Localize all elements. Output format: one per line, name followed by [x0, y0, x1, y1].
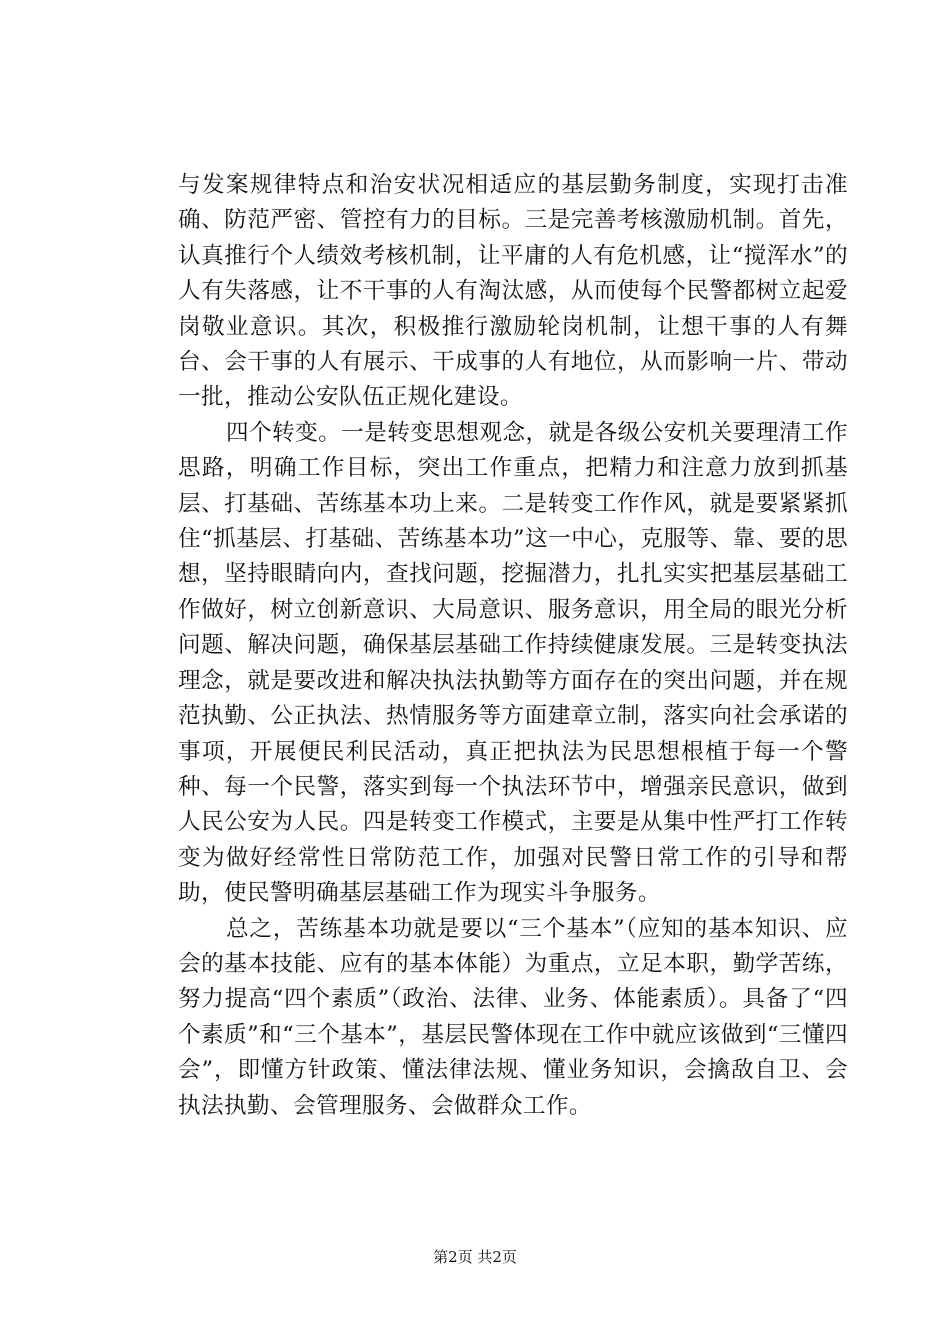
paragraph-2: 四个转变。一是转变思想观念，就是各级公安机关要理清工作思路，明确工作目标，突出工作重点，把精力和注意力放到抓基层、打基础、苦练基本功上来。二是转变工作作风，就是要紧紧抓住“抓基层、打基础、苦练基本功”这一中心，克服等、靠、要的思想，坚持眼睛向内，查找问题，挖掘潜力，扎扎实实把基层基础工作做好，树立创新意识、大局意识、服务意识，用全局的眼光分析问题、解决问题，确保基层基础工作持续健康发展。三是转变执法理念，就是要改进和解决执法执勤等方面存在的突出问题，并在规范执勤、公正执法、热情服务等方面建章立制，落实向社会承诺的事项，开展便民利民活动，真正把执法为民思想根植于每一个警种、每一个民警，落实到每一个执法环节中，增强亲民意识，做到人民公安为人民。四是转变工作模式，主要是从集中性严打工作转变为做好经常性日常防范工作，加强对民警日常工作的引导和帮助，使民警明确基层基础工作为现实斗争服务。: [178, 419, 848, 907]
document-body: [178, 168, 848, 1124]
paragraph-3: 总之，苦练基本功就是要以“三个基本”（应知的基本知识、应会的基本技能、应有的基本体能）为重点，立足本职，勤学苦练，努力提高“四个素质”（政治、法律、业务、体能素质）。具备了“四个素质”和“三个基本”，基层民警体现在工作中就应该做到“三懂四会”，即懂方针政策、懂法律法规、懂业务知识，会擒敌自卫、会执法执勤、会管理服务、会做群众工作。: [178, 915, 848, 1119]
paragraph-1: 与发案规律特点和治安状况相适应的基层勤务制度，实现打击准确、防范严密、管控有力的目标。三是完善考核激励机制。首先，认真推行个人绩效考核机制，让平庸的人有危机感，让“搅浑水”的人有失落感，让不干事的人有淘汰感，从而使每个民警都树立起爱岗敬业意识。其次，积极推行激励轮岗机制，让想干事的人有舞台、会干事的人有展示、干成事的人有地位，从而影响一片、带动一批，推动公安队伍正规化建设。: [178, 172, 848, 411]
page-footer: 第2页 共2页: [433, 1248, 517, 1266]
